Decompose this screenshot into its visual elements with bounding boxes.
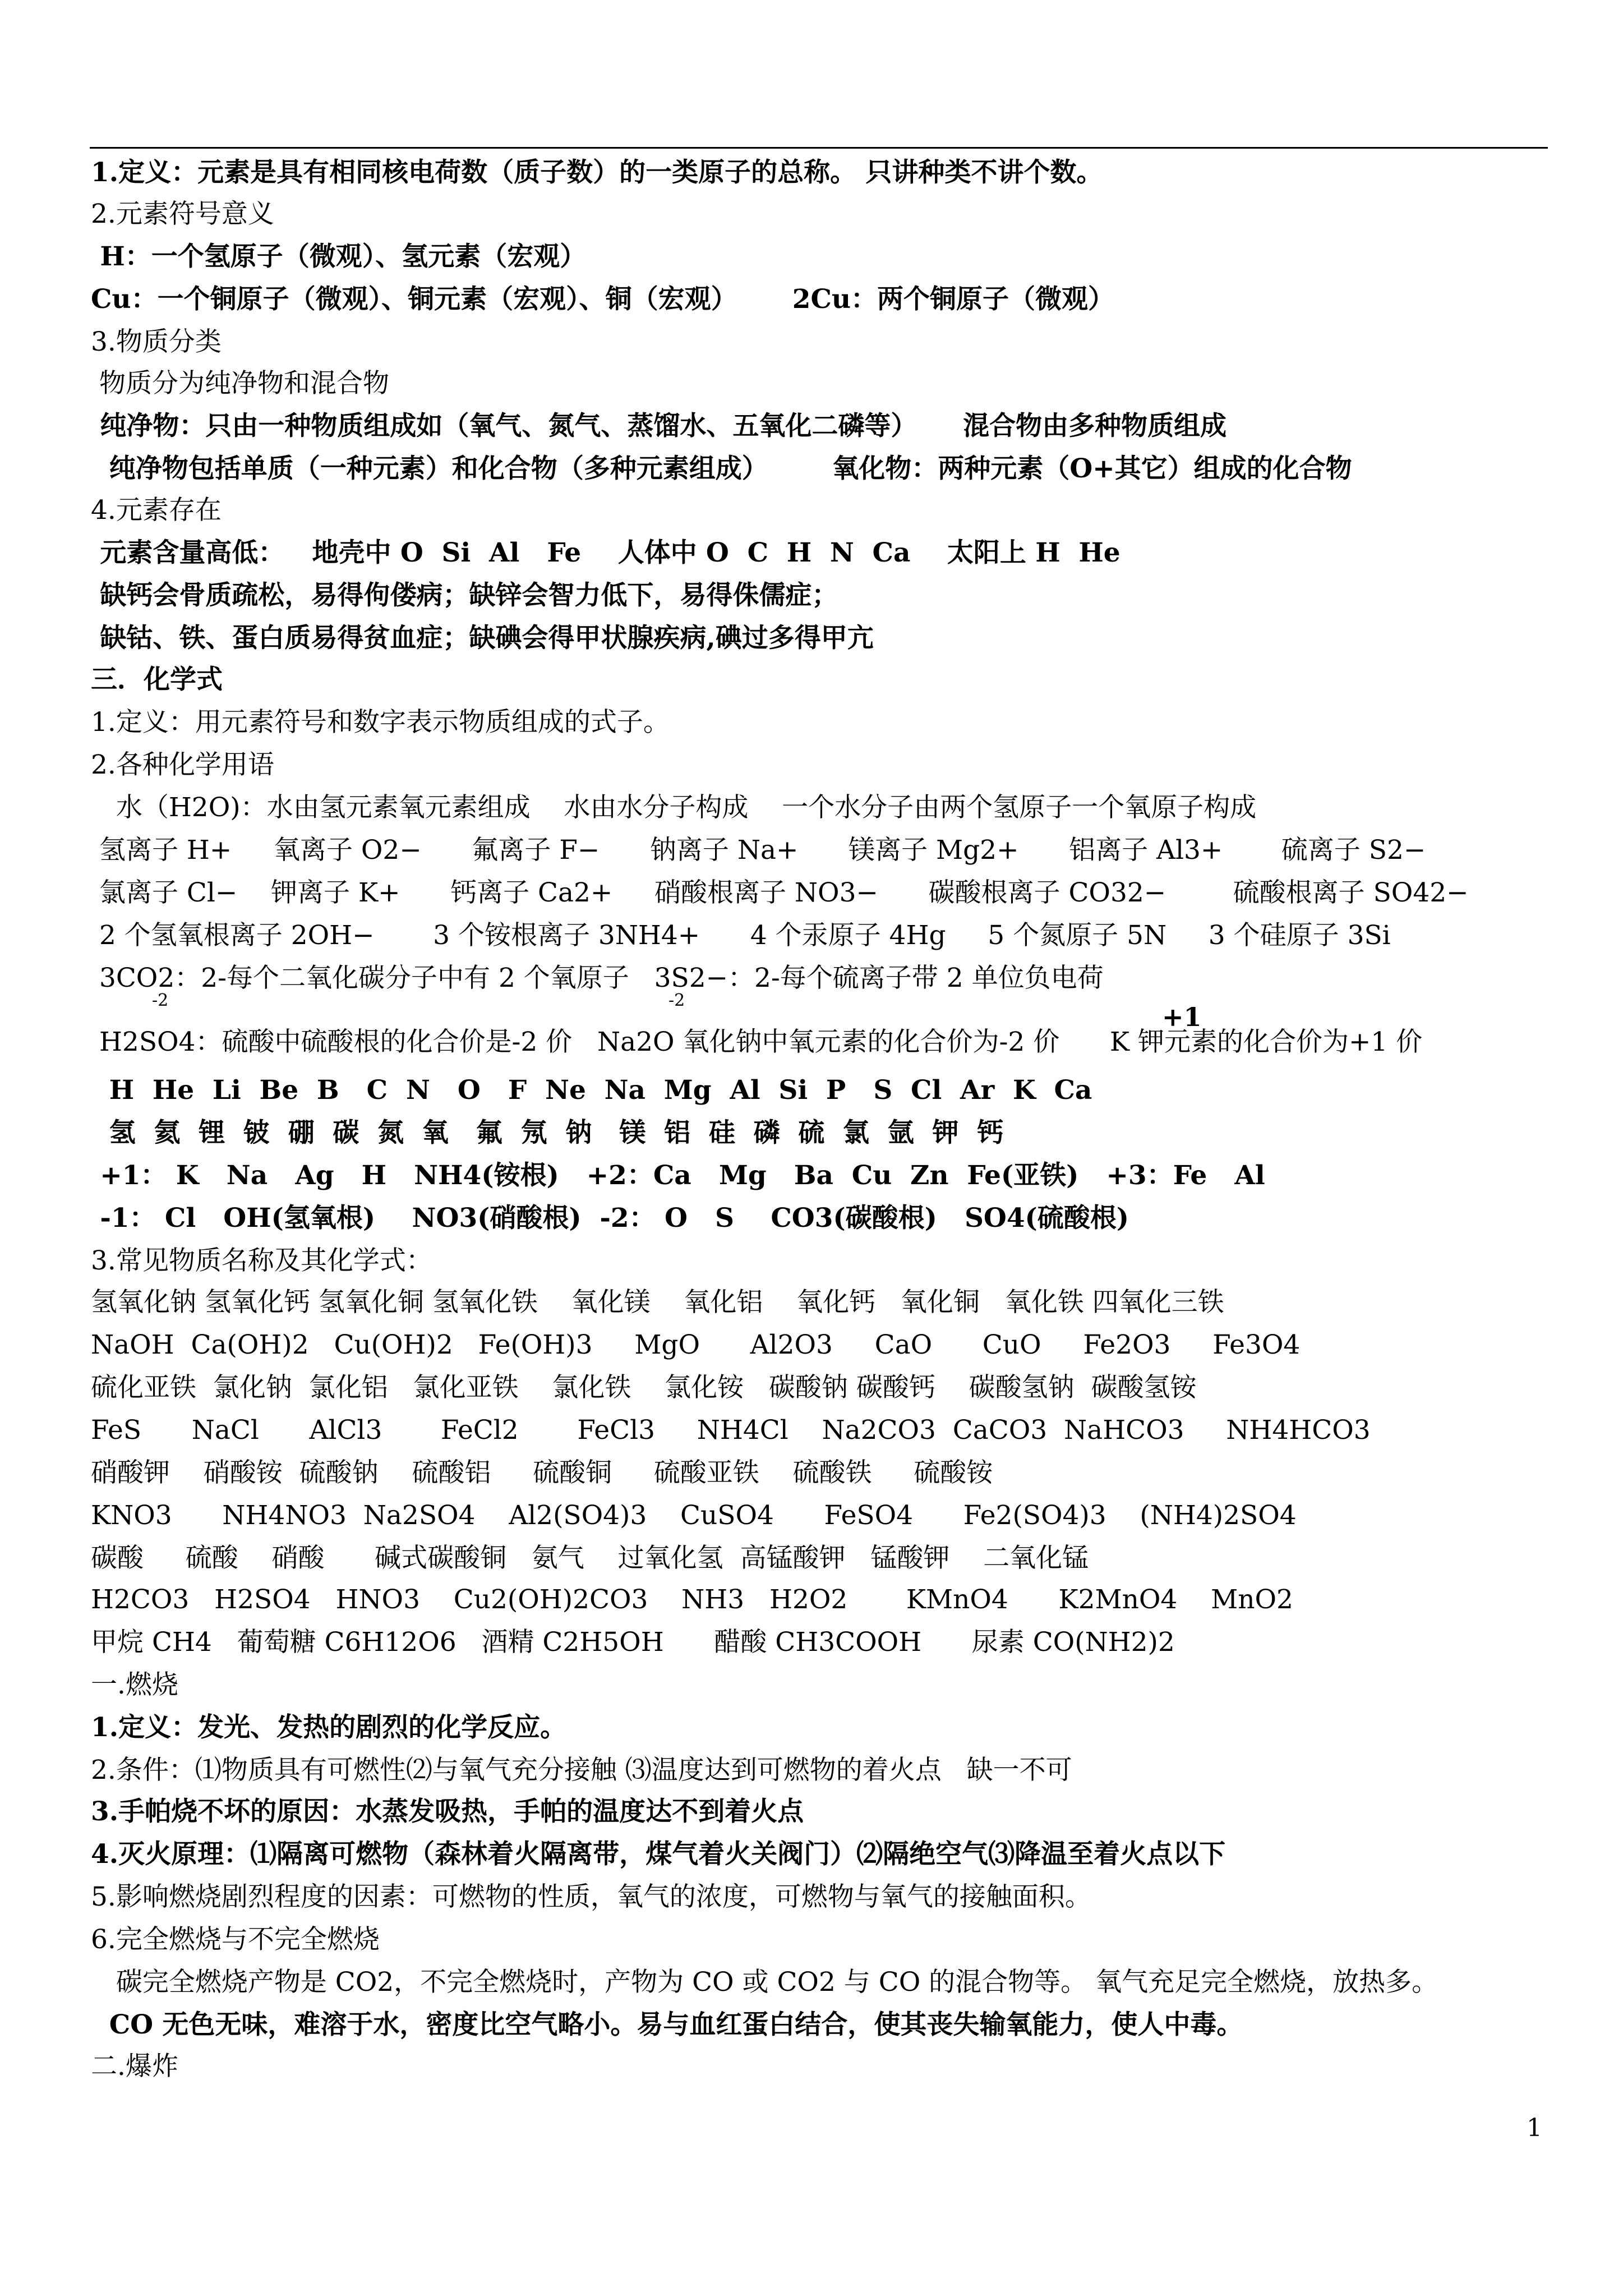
- text-line: 1.定义：发光、发热的剧烈的化学反应。: [91, 1712, 567, 1743]
- text-line: CO 无色无味，难溶于水，密度比空气略小。易与血红蛋白结合，使其丧失输氧能力，使人中毒。: [91, 2009, 1243, 2040]
- page-number: 1: [1527, 2114, 1542, 2142]
- text-line: 硫化亚铁 氯化钠 氯化铝 氯化亚铁 氯化铁 氯化铵 碳酸钠 碳酸钙 碳酸氢钠 碳酸氢铵: [91, 1372, 1197, 1403]
- text-line: H2SO4：硫酸中硫酸根的化合价是-2 价 Na2O 氧化钠中氧元素的化合价为-2 价 K 钾元素的化合价为+1 价: [91, 1027, 1423, 1057]
- text-line: 3.手帕烧不坏的原因：水蒸发吸热，手帕的温度达不到着火点: [91, 1796, 804, 1827]
- text-line: 2.条件：⑴物质具有可燃性⑵与氧气充分接触 ⑶温度达到可燃物的着火点 缺一不可: [91, 1755, 1072, 1786]
- text-line: 纯净物包括单质（一种元素）和化合物（多种元素组成） 氧化物：两种元素（O+其它）组成的化合物: [91, 453, 1352, 484]
- text-line: Cu：一个铜原子（微观）、铜元素（宏观）、铜（宏观） 2Cu：两个铜原子（微观）: [91, 284, 1115, 315]
- text-line: 3.物质分类: [91, 326, 222, 357]
- text-line: 2.各种化学用语: [91, 749, 274, 780]
- text-line: 5.影响燃烧剧烈程度的因素：可燃物的性质，氧气的浓度，可燃物与氧气的接触面积。: [91, 1881, 1091, 1912]
- valence-mark-sulfate: -2: [152, 991, 169, 1010]
- text-line: 4.灭火原理：⑴隔离可燃物（森林着火隔离带，煤气着火关阀门）⑵隔绝空气⑶降温至着火点以下: [91, 1839, 1226, 1870]
- text-line: 三．化学式: [91, 664, 223, 695]
- top-rule: [90, 147, 1548, 149]
- text-line: -1： Cl OH(氢氧根) NO3(硝酸根) -2： O S CO3(碳酸根) SO4(硫酸根): [91, 1203, 1129, 1234]
- text-line: FeS NaCl AlCl3 FeCl2 FeCl3 NH4Cl Na2CO3 CaCO3 NaHCO3 NH4HCO3: [91, 1415, 1371, 1446]
- text-line: 氢离子 H+ 氧离子 O2− 氟离子 F− 钠离子 Na+ 镁离子 Mg2+ 铝离子 Al3+ 硫离子 S2−: [91, 835, 1426, 866]
- text-line: 二.爆炸: [91, 2051, 178, 2082]
- text-line: H He Li Be B C N O F Ne Na Mg Al Si P S Cl Ar K Ca: [91, 1075, 1092, 1106]
- text-line: 3CO2：2-每个二氧化碳分子中有 2 个氧原子 3S2−：2-每个硫离子带 2 单位负电荷: [91, 963, 1104, 993]
- text-line: 氯离子 Cl− 钾离子 K+ 钙离子 Ca2+ 硝酸根离子 NO3− 碳酸根离子 CO32− 硫酸根离子 SO42−: [91, 877, 1469, 908]
- text-line: H2CO3 H2SO4 HNO3 Cu2(OH)2CO3 NH3 H2O2 KMnO4 K2MnO4 MnO2: [91, 1584, 1293, 1615]
- text-line: 6.完全燃烧与不完全燃烧: [91, 1924, 380, 1955]
- text-line: 氢氧化钠 氢氧化钙 氢氧化铜 氢氧化铁 氧化镁 氧化铝 氧化钙 氧化铜 氧化铁 四氧化三铁: [91, 1287, 1224, 1318]
- text-line: 元素含量高低： 地壳中 O Si Al Fe 人体中 O C H N Ca 太阳上 H He: [91, 537, 1121, 568]
- text-line: H：一个氢原子（微观）、氢元素（宏观）: [91, 241, 587, 272]
- text-line: 4.元素存在: [91, 495, 222, 526]
- text-line: 甲烷 CH4 葡萄糖 C6H12O6 酒精 C2H5OH 醋酸 CH3COOH 尿素 CO(NH2)2: [91, 1627, 1175, 1658]
- text-line: 2 个氢氧根离子 2OH− 3 个铵根离子 3NH4+ 4 个汞原子 4Hg 5 个氮原子 5N 3 个硅原子 3Si: [91, 920, 1391, 951]
- text-line: 纯净物：只由一种物质组成如（氧气、氮气、蒸馏水、五氧化二磷等） 混合物由多种物质组成: [91, 411, 1227, 441]
- text-line: 碳完全燃烧产物是 CO2，不完全燃烧时，产物为 CO 或 CO2 与 CO 的混合物等。 氧气充足完全燃烧，放热多。: [91, 1967, 1438, 1998]
- text-line: 碳酸 硫酸 硝酸 碱式碳酸铜 氨气 过氧化氢 高锰酸钾 锰酸钾 二氧化锰: [91, 1543, 1089, 1573]
- valence-mark-potassium: +1: [1162, 1002, 1202, 1032]
- text-line: +1： K Na Ag H NH4(铵根) +2：Ca Mg Ba Cu Zn Fe(亚铁) +3：Fe Al: [91, 1160, 1265, 1191]
- text-line: KNO3 NH4NO3 Na2SO4 Al2(SO4)3 CuSO4 FeSO4 Fe2(SO4)3 (NH4)2SO4: [91, 1500, 1297, 1531]
- text-line: 氢 氦 锂 铍 硼 碳 氮 氧 氟 氖 钠 镁 铝 硅 磷 硫 氯 氩 钾 钙: [91, 1117, 1004, 1148]
- text-line: 缺钙会骨质疏松，易得佝偻病；缺锌会智力低下，易得侏儒症；: [91, 580, 838, 611]
- text-line: 1.定义：元素是具有相同核电荷数（质子数）的一类原子的总称。 只讲种类不讲个数。: [91, 157, 1103, 188]
- text-line: 3.常见物质名称及其化学式：: [91, 1245, 432, 1276]
- text-line: 水（H2O)：水由氢元素氧元素组成 水由水分子构成 一个水分子由两个氢原子一个氧原子构成: [91, 792, 1257, 823]
- valence-mark-oxide: -2: [668, 991, 685, 1010]
- text-line: 物质分为纯净物和混合物: [91, 368, 389, 399]
- text-line: NaOH Ca(OH)2 Cu(OH)2 Fe(OH)3 MgO Al2O3 CaO CuO Fe2O3 Fe3O4: [91, 1329, 1301, 1360]
- text-line: 缺钴、铁、蛋白质易得贫血症；缺碘会得甲状腺疾病,碘过多得甲亢: [91, 623, 874, 654]
- text-line: 硝酸钾 硝酸铵 硫酸钠 硫酸铝 硫酸铜 硫酸亚铁 硫酸铁 硫酸铵: [91, 1457, 993, 1488]
- text-line: 1.定义：用元素符号和数字表示物质组成的式子。: [91, 707, 670, 738]
- text-line: 一.燃烧: [91, 1669, 178, 1700]
- text-line: 2.元素符号意义: [91, 199, 274, 229]
